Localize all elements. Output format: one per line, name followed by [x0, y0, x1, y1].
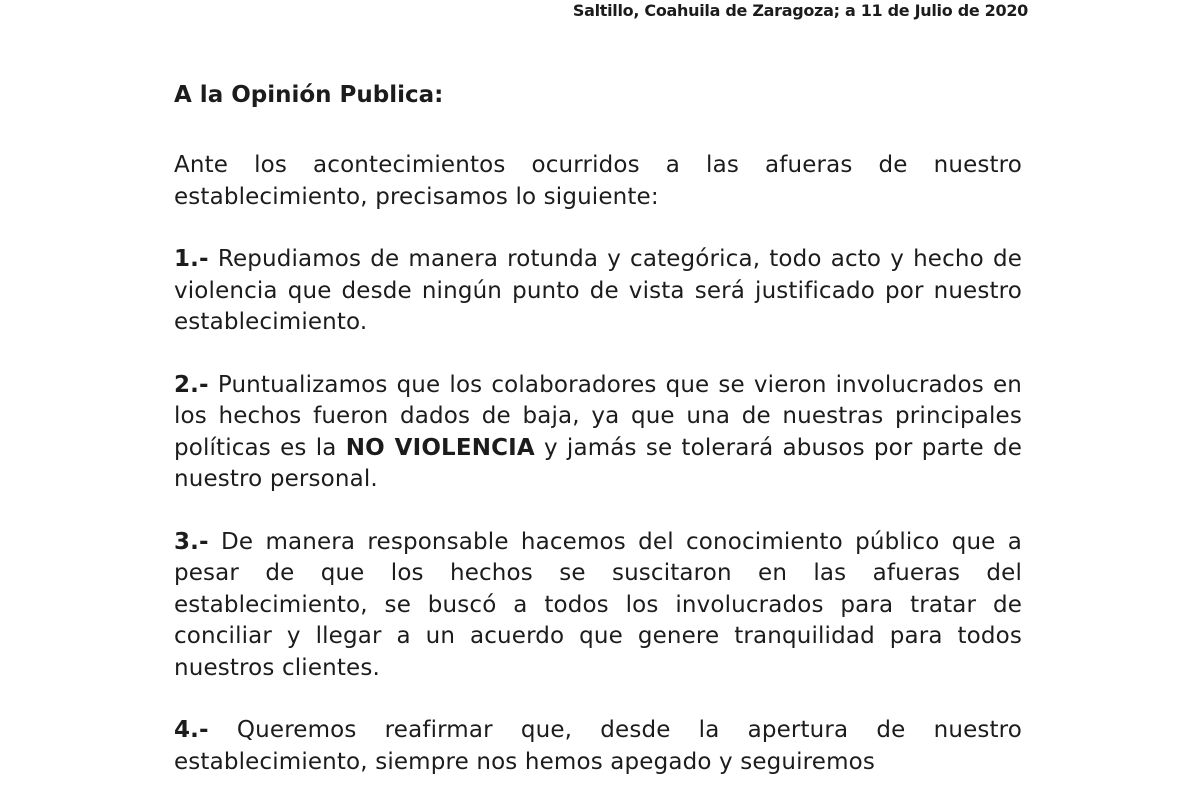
item-text-continued: y jamás se tolerará abusos por parte de nuestro personal.	[174, 434, 1022, 492]
item-number: 4.-	[174, 717, 209, 743]
salutation: A la Opinión Publica:	[174, 82, 444, 108]
emphasis-text: NO VIOLENCIA	[345, 434, 535, 461]
item-number: 1.-	[174, 246, 209, 272]
item-2	[174, 370, 1022, 496]
item-text: Queremos reafirmar que, desde la apertura de nuestro establecimiento, siempre nos hemos apegado y seguiremos	[174, 717, 1023, 775]
item-3	[174, 527, 1022, 685]
item-number: 3.-	[174, 528, 209, 555]
item-4	[174, 715, 1022, 778]
item-number: 2.-	[174, 371, 209, 398]
item-text: De manera responsable hacemos del conocimiento público que a pesar de que los hechos se suscitaron en las afueras del establecimiento, se buscó a todos los involucrados para tratar de conciliar y llegar a un acuerdo que genere tranquilidad para todos nuestros clientes.	[174, 528, 1022, 681]
statement-body	[174, 79, 1022, 778]
dateline: Saltillo, Coahuila de Zaragoza; a 11 de Julio de 2020	[572, 1, 1028, 20]
item-1	[174, 244, 1022, 339]
intro-paragraph: Ante los acontecimientos ocurridos a las afueras de nuestro establecimiento, precisamos lo siguiente:	[174, 152, 1022, 210]
item-text: Puntualizamos que los colaboradores que se vieron involucrados en los hechos fueron dados de baja, ya que una de nuestras principales políticas es la	[174, 371, 1023, 461]
item-text: Repudiamos de manera rotunda y categórica, todo acto y hecho de violencia que desde ningún punto de vista será justificado por nuestro establecimiento.	[174, 246, 1022, 335]
